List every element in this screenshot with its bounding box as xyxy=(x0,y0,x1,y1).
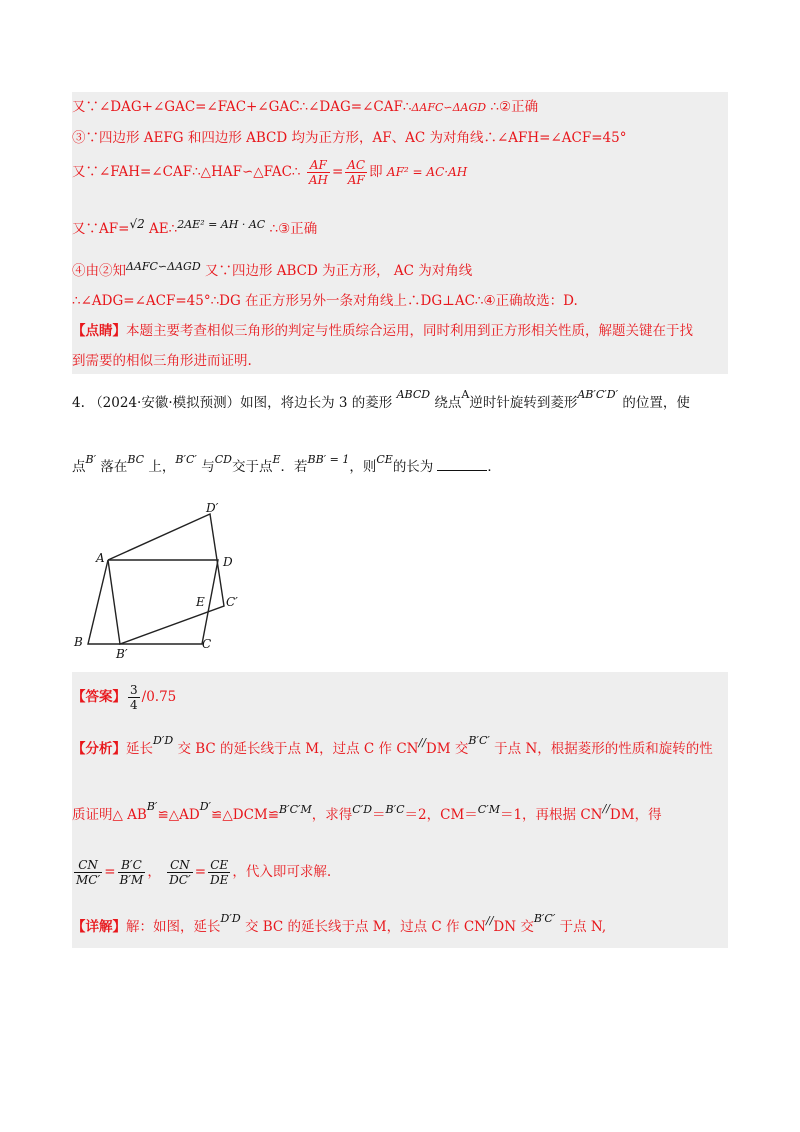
math: BC xyxy=(127,453,145,466)
dianjing-line-2 xyxy=(72,352,252,370)
dianjing-tag: 【点睛】 xyxy=(72,323,126,339)
solution-line-3 xyxy=(72,158,467,187)
text: 本题主要考查相似三角形的判定与性质综合运用，同时利用到正方形相关性质，解题关键在于找 xyxy=(126,323,693,339)
math: B′ xyxy=(146,800,158,813)
math: D′ xyxy=(199,800,212,813)
math: // xyxy=(485,914,494,927)
math: D′D xyxy=(220,912,241,925)
text: 又∵∠DAG+∠GAC=∠FAC+∠GAC∴∠DAG=∠CAF∴ xyxy=(72,99,412,115)
fraction xyxy=(74,858,102,887)
numerator: CE xyxy=(208,858,230,873)
analysis-line-3: $\frac{CN}{MC'}$ = $\frac{B'C}{B'M}$ ， $\frac{CN}{DC'}$ = $\frac{CE}{DE}$ ，代入即可求解. xyxy=(76,858,332,887)
formula: 2AE² = AH · AC xyxy=(177,218,266,231)
text: ，求得 xyxy=(311,807,353,823)
numerator: CN xyxy=(167,858,193,873)
text: ④由②知 xyxy=(72,263,126,279)
text: 到需要的相似三角形进而证明. xyxy=(72,353,252,369)
label-b: B xyxy=(74,635,83,649)
answer-tail: /0.75 xyxy=(141,689,177,705)
question-source: （2024·安徽·模拟预测） xyxy=(89,395,241,411)
math: ABCD xyxy=(396,388,431,401)
math: C′M xyxy=(477,803,500,816)
solution-line-6 xyxy=(72,292,578,310)
text: 于点 N，根据菱形的性质和旋转的性 xyxy=(494,741,713,757)
math: B′C′ xyxy=(533,912,556,925)
solution-line-4 xyxy=(72,217,318,239)
denominator: AH xyxy=(308,173,328,187)
text: 绕点 xyxy=(434,395,462,411)
math: CD xyxy=(214,453,232,466)
label-a: A xyxy=(96,551,105,565)
formula: ΔAFC∽ΔAGD xyxy=(126,260,201,273)
text: ∴②正确 xyxy=(490,99,539,115)
text: ． xyxy=(487,459,501,475)
denominator: DC′ xyxy=(169,873,191,887)
text: 的位置，使 xyxy=(622,395,690,411)
math: BB′ = 1 xyxy=(307,453,350,466)
fraction xyxy=(167,858,193,887)
text: ＝ xyxy=(372,807,386,823)
math: B′C xyxy=(385,803,405,816)
math: // xyxy=(418,736,426,749)
formula: AF² = AC·AH xyxy=(386,165,468,179)
equals: = xyxy=(331,164,344,180)
answer-fraction xyxy=(128,683,140,712)
text: ∴③正确 xyxy=(269,221,318,237)
math: B′C′M xyxy=(279,803,312,816)
text: 解：如图，延长 xyxy=(126,919,221,935)
text: ≌△AD xyxy=(157,807,200,823)
numerator: AC xyxy=(347,158,366,172)
answer-line xyxy=(72,683,176,712)
answer-blank xyxy=(437,470,487,471)
text: 又∵AF= xyxy=(72,221,130,237)
numerator: CN xyxy=(74,858,102,873)
denominator: B′M xyxy=(119,873,144,887)
answer-tag: 【答案】 xyxy=(72,689,126,705)
question-line-2 xyxy=(72,453,501,477)
detail-line xyxy=(72,912,607,937)
text: 上， xyxy=(148,459,176,475)
text: 落在 xyxy=(100,459,128,475)
question-number: 4. xyxy=(72,395,85,411)
label-bp: B′ xyxy=(116,647,128,661)
text: 延长 xyxy=(126,741,153,757)
fraction xyxy=(118,858,146,887)
numerator: 3 xyxy=(130,683,138,697)
text: 交 BC 的延长线于点 M，过点 C 作 CN xyxy=(244,919,486,935)
text: ③∵四边形 AEFG 和四边形 ABCD 均为正方形，AF、AC 为对角线∴∠AFH=∠ACF=45° xyxy=(72,130,627,146)
numerator: AF xyxy=(307,158,330,173)
text: DM，得 xyxy=(609,807,662,823)
text: ， xyxy=(147,864,161,880)
math: B′ xyxy=(85,453,97,466)
math: E xyxy=(272,453,281,466)
math: B′C′ xyxy=(468,734,490,747)
label-c: C xyxy=(202,637,212,651)
label-dp: D′ xyxy=(206,501,219,515)
text: AE∴ xyxy=(149,221,178,237)
text: 质证明△ AB xyxy=(72,807,147,823)
rhombus-figure xyxy=(72,496,272,666)
text: 交 BC 的延长线于点 M，过点 C 作 CN xyxy=(177,741,419,757)
text: ．若 xyxy=(280,459,308,475)
text: DN 交 xyxy=(493,919,534,935)
text: 与 xyxy=(201,459,215,475)
math: C′D xyxy=(352,803,373,816)
text: 即 xyxy=(369,164,383,180)
text: 如图，将边长为 3 的菱形 xyxy=(240,395,393,411)
text: ＝2，CM＝ xyxy=(404,807,478,823)
denominator: MC′ xyxy=(76,873,101,887)
math: CE xyxy=(376,453,393,466)
label-e: E xyxy=(196,595,205,609)
solution-line-2 xyxy=(72,129,627,147)
math: B′C′ xyxy=(175,453,197,466)
formula: ΔAFC∽ΔAGD xyxy=(411,101,487,114)
text: 于点 N, xyxy=(559,919,607,935)
text: 点 xyxy=(72,459,86,475)
text: ∴∠ADG=∠ACF=45°∴DG 在正方形另外一条对角线上∴DG⊥AC∴④正确故选：D. xyxy=(72,293,578,309)
analysis-line-2 xyxy=(72,800,662,825)
text: 又∵∠FAH=∠CAF∴△HAF∽△FAC∴ xyxy=(72,164,301,180)
solution-line-5 xyxy=(72,262,472,281)
label-d: D xyxy=(223,555,233,569)
text: ＝1，再根据 CN xyxy=(499,807,603,823)
math: // xyxy=(602,802,610,815)
denominator: 4 xyxy=(130,698,138,712)
denominator: DE xyxy=(210,873,229,887)
detail-tag: 【详解】 xyxy=(72,919,126,935)
sqrt: √2 xyxy=(129,217,145,231)
math: D′D xyxy=(153,734,174,747)
math: A xyxy=(461,388,470,401)
text: 又∵四边形 ABCD 为正方形， AC 为对角线 xyxy=(204,263,473,279)
question-line-1 xyxy=(72,388,690,413)
text: 交于点 xyxy=(231,459,273,475)
analysis-line-1 xyxy=(72,734,713,759)
label-cp: C′ xyxy=(226,595,238,609)
analysis-tag: 【分析】 xyxy=(72,741,126,757)
solution-line-1 xyxy=(72,98,538,117)
text: 逆时针旋转到菱形 xyxy=(469,395,578,411)
text: ，代入即可求解. xyxy=(232,864,332,880)
text: 的长为 xyxy=(392,459,434,475)
math: AB′C′D′ xyxy=(577,388,619,401)
dianjing-line-1 xyxy=(72,322,693,340)
numerator: B′C xyxy=(118,858,146,873)
rhombus-abpcpdp xyxy=(108,514,224,644)
text: ，则 xyxy=(349,459,377,475)
text: DM 交 xyxy=(425,741,469,757)
fraction xyxy=(345,158,367,187)
text: ≌△DCM≌ xyxy=(211,807,280,823)
denominator: AF xyxy=(347,173,365,187)
fraction xyxy=(208,858,230,887)
fraction xyxy=(307,158,330,187)
